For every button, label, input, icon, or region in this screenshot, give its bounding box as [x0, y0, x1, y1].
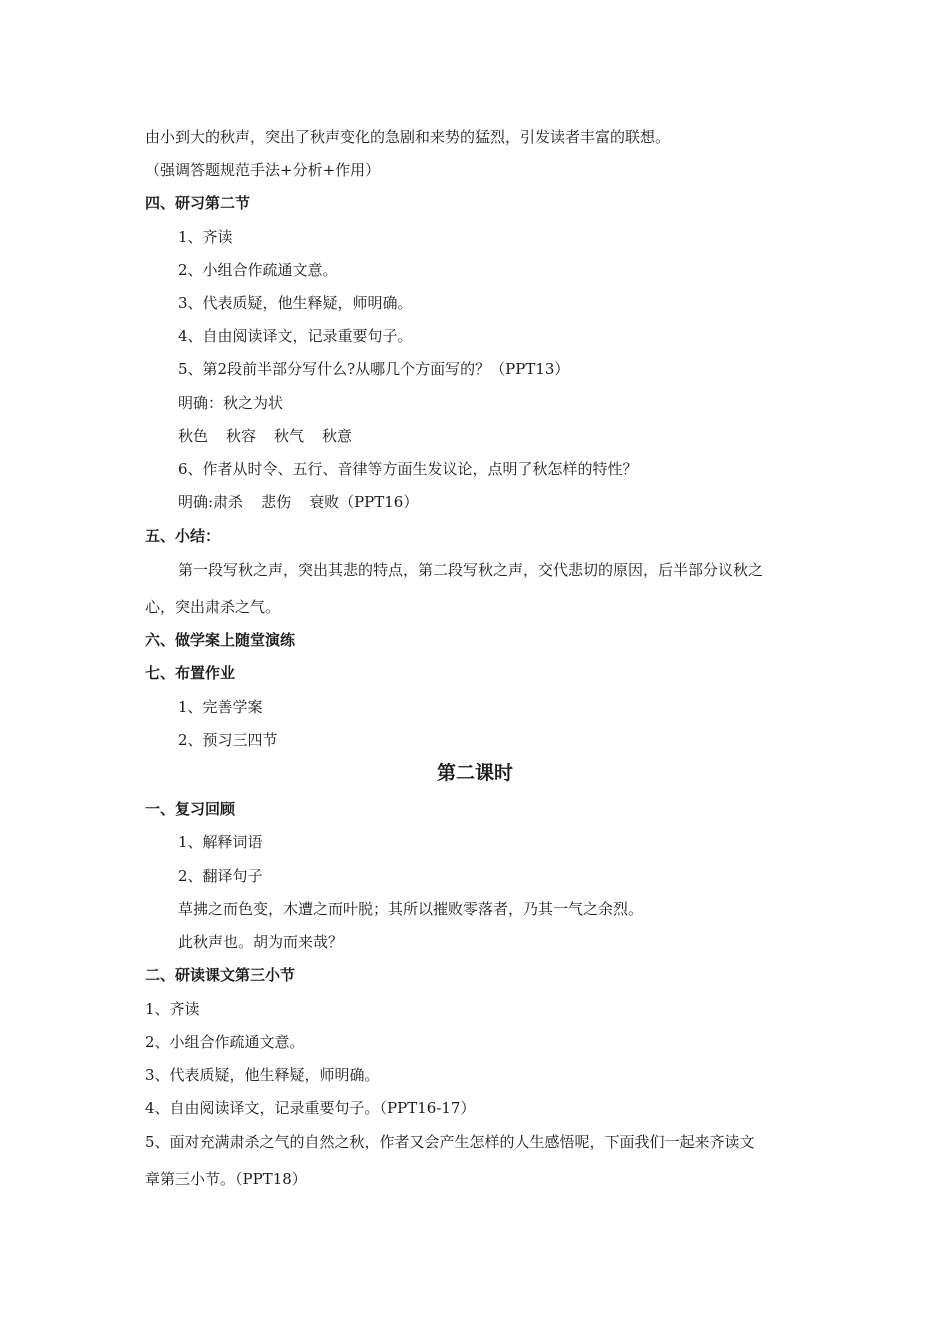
- answer-line: 明确：秋之为状: [178, 394, 284, 412]
- term: 秋意: [322, 427, 353, 445]
- section-heading-5: 五、小结：: [145, 527, 221, 545]
- term: 悲伤: [261, 493, 292, 511]
- note-line: （强调答题规范手法+分析+作用）: [145, 161, 381, 179]
- paragraph-line: 心，突出肃杀之气。: [145, 598, 281, 616]
- section-heading-4: 四、研习第二节: [145, 194, 251, 212]
- list-item: 4、自由阅读译文，记录重要句子。（PPT16-17）: [145, 1099, 476, 1117]
- quote-line: 此秋声也。胡为而来哉？: [178, 933, 344, 951]
- list-item: 5、第2段前半部分写什么?从哪几个方面写的？（PPT13）: [178, 360, 570, 378]
- term: 秋色: [178, 427, 209, 445]
- term: 秋容: [226, 427, 257, 445]
- list-item: 1、完善学案: [178, 698, 263, 716]
- list-item: 1、齐读: [178, 228, 233, 246]
- list-item: 3、代表质疑，他生释疑，师明确。: [145, 1066, 380, 1084]
- paragraph-line: 第一段写秋之声，突出其悲的特点，第二段写秋之声，交代悲切的原因，后半部分议秋之: [178, 561, 764, 579]
- section-heading-7: 七、布置作业: [145, 664, 236, 682]
- answer-terms: [178, 492, 418, 512]
- list-item: 3、代表质疑，他生释疑，师明确。: [178, 294, 413, 312]
- lesson-title: 第二课时: [436, 762, 513, 784]
- list-item: 1、齐读: [145, 1000, 200, 1018]
- list-item: 2、预习三四节: [178, 731, 278, 749]
- list-item: 6、作者从时令、五行、音律等方面生发议论，点明了秋怎样的特性？: [178, 460, 638, 478]
- section-heading-1: 一、复习回顾: [145, 800, 236, 818]
- term: 秋气: [274, 427, 305, 445]
- term: 明确:肃杀: [178, 493, 244, 511]
- list-item: 4、自由阅读译文，记录重要句子。: [178, 327, 413, 345]
- paragraph-line: 由小到大的秋声，突出了秋声变化的急剧和来势的猛烈，引发读者丰富的联想。: [145, 128, 671, 146]
- term: 衰败（PPT16）: [309, 493, 419, 511]
- answer-terms: [178, 426, 352, 446]
- list-item: 2、小组合作疏通文意。: [145, 1033, 305, 1051]
- section-heading-6: 六、做学案上随堂演练: [145, 631, 296, 649]
- list-item-continuation: 章第三小节。（PPT18）: [145, 1170, 307, 1188]
- list-item: 2、小组合作疏通文意。: [178, 261, 338, 279]
- section-heading-2: 二、研读课文第三小节: [145, 966, 296, 984]
- quote-line: 草拂之而色变，木遭之而叶脱；其所以摧败零落者，乃其一气之余烈。: [178, 900, 644, 918]
- list-item: 5、面对充满肃杀之气的自然之秋，作者又会产生怎样的人生感悟呢，下面我们一起来齐读文: [145, 1133, 755, 1151]
- list-item: 2、翻译句子: [178, 867, 263, 885]
- list-item: 1、解释词语: [178, 833, 263, 851]
